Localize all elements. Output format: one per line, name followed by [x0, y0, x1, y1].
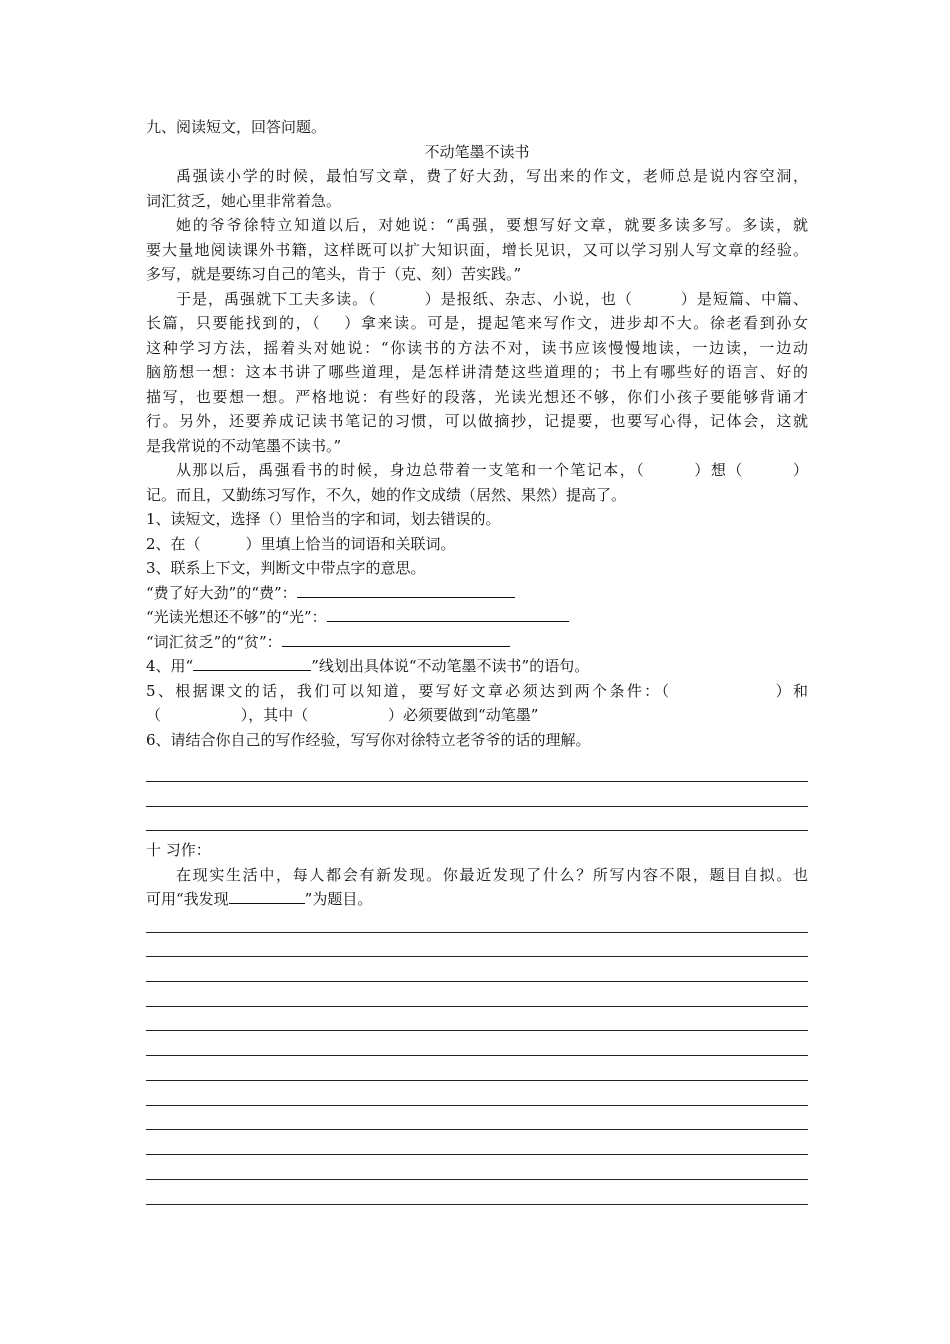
question-3c — [146, 630, 808, 655]
passage-line: 这种学习方法，摇着头对她说：“你读书的方法不对，读书应该慢慢地读，一边读，一边动 — [146, 338, 808, 357]
question-3a — [146, 581, 808, 606]
composition-line[interactable] — [146, 1080, 808, 1081]
section10-heading: 十 习作： — [146, 841, 211, 859]
answer-line[interactable] — [146, 781, 808, 782]
writing-prompt-line — [146, 887, 808, 912]
title-blank[interactable] — [229, 887, 305, 904]
passage-line: 脑筋想一想：这本书讲了哪些道理，是怎样讲清楚这些道理的；书上有哪些好的语言、好的 — [146, 363, 808, 381]
answer-blank[interactable] — [297, 581, 515, 598]
question-5-line1: 5、根据课文的话，我们可以知道，要写好文章必须达到两个条件：（ ）和 — [146, 681, 808, 700]
writing-prompt-line: 在现实生活中，每人都会有新发现。你最近发现了什么？所写内容不限，题目自拟。也 — [176, 865, 808, 884]
passage-line: 词汇贫乏，她心里非常着急。 — [146, 191, 342, 210]
composition-line[interactable] — [146, 1129, 808, 1130]
passage-title: 不动笔墨不读书 — [424, 142, 530, 161]
composition-line[interactable] — [146, 932, 808, 933]
passage-line: 行。另外，还要养成记读书笔记的习惯，可以做摘抄，记提要，也要写心得，记体会，这就 — [146, 412, 808, 430]
passage-line: 描写，也要想一想。严格地说：有些好的段落，光读光想还不够，你们小孩子要能够背诵才 — [146, 387, 808, 406]
answer-line[interactable] — [146, 806, 808, 807]
question-4-suffix: ”线划出具体说“不动笔墨不读书”的语句。 — [311, 657, 590, 675]
passage-line: 于是，禹强就下工夫多读。（ ）是报纸、杂志、小说，也（ ）是短篇、中篇、 — [176, 289, 808, 308]
question-3b — [146, 605, 808, 630]
passage-line: 要大量地阅读课外书籍，这样既可以扩大知识面，增长见识，又可以学习别人写文章的经验。 — [146, 240, 808, 259]
passage-line: 记。而且，又勤练习写作，不久，她的作文成绩（居然、果然）提高了。 — [146, 485, 627, 504]
writing-prompt-suffix: ”为题目。 — [304, 890, 373, 908]
question-3c-label: “词汇贫乏”的“贫”： — [146, 632, 282, 651]
passage-line: 是我常说的不动笔墨不读书。” — [146, 436, 342, 455]
composition-line[interactable] — [146, 1006, 808, 1007]
answer-blank[interactable] — [282, 630, 510, 647]
question-5-line2: （ ），其中（ ）必须要做到“动笔墨” — [146, 706, 539, 724]
question-3a-label: “费了好大劲”的“费”： — [146, 583, 297, 602]
passage-line: 从那以后，禹强看书的时候，身边总带着一支笔和一个笔记本，（ ）想（ ） — [176, 461, 808, 479]
composition-line[interactable] — [146, 1204, 808, 1205]
composition-line[interactable] — [146, 1105, 808, 1106]
composition-line[interactable] — [146, 1154, 808, 1155]
passage-line: 她的爷爷徐特立知道以后，对她说：“禹强，要想写好文章，就要多读多写。多读，就 — [176, 216, 808, 234]
passage-line: 长篇，只要能找到的，（ ）拿来读。可是，提起笔来写作文，进步却不大。徐老看到孙女 — [146, 314, 808, 332]
underline-sample — [193, 654, 311, 671]
question-2: 2、在（ ）里填上恰当的词语和关联词。 — [146, 534, 456, 553]
passage-line: 禹强读小学的时候，最怕写文章，费了好大劲，写出来的作文，老师总是说内容空洞， — [176, 167, 808, 185]
question-1: 1、读短文，选择（）里恰当的字和词，划去错误的。 — [146, 510, 501, 528]
composition-line[interactable] — [146, 1055, 808, 1056]
answer-blank[interactable] — [327, 605, 569, 622]
composition-line[interactable] — [146, 1179, 808, 1180]
section9-heading: 九、阅读短文，回答问题。 — [146, 118, 327, 136]
question-3: 3、联系上下文，判断文中带点字的意思。 — [146, 559, 426, 577]
composition-line[interactable] — [146, 956, 808, 957]
question-4-prefix: 4、用“ — [146, 657, 194, 675]
composition-line[interactable] — [146, 981, 808, 982]
writing-section — [146, 838, 808, 912]
writing-prompt-prefix: 可用“我发现 — [146, 890, 229, 908]
passage-line: 多写，就是要练习自己的笔头，肯于（克、刻）苦实践。” — [146, 265, 522, 283]
answer-line[interactable] — [146, 830, 808, 831]
question-4 — [146, 654, 808, 679]
reading-section — [146, 115, 808, 752]
question-3b-label: “光读光想还不够”的“光”： — [146, 608, 327, 626]
composition-line[interactable] — [146, 1030, 808, 1031]
question-6: 6、请结合你自己的写作经验，写写你对徐特立老爷爷的话的理解。 — [146, 730, 591, 749]
